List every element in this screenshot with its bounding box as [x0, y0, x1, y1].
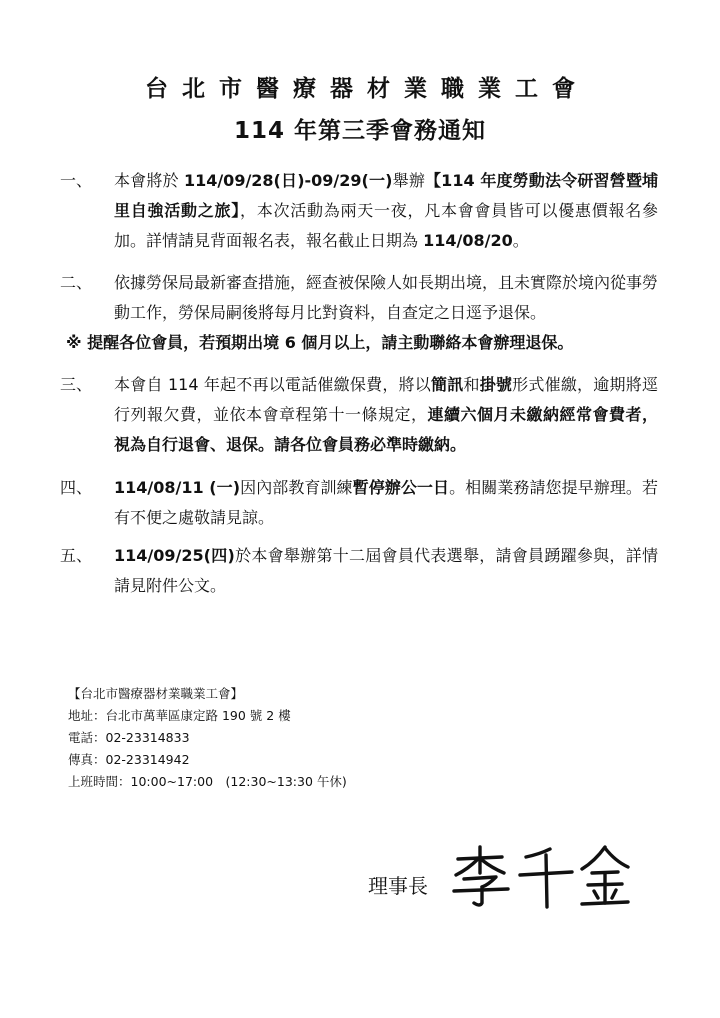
item-number: 三、 [60, 375, 93, 394]
handwritten-signature [450, 845, 630, 909]
item-number: 五、 [60, 546, 93, 565]
text-segment: 依據勞保局最新審查措施，經查被保險人如長期出境，且未實際於境內從事勞動工作，勞保局嗣後將每月比對資料，自查定之日逕予退保。 [114, 273, 659, 322]
text-segment: 和 [463, 375, 480, 394]
bold-text-segment: 114/08/11 (一) [114, 478, 241, 497]
item-text [114, 473, 658, 533]
bold-text-segment: 【114 年度勞動法令研習營暨埔里自強活動之旅】 [114, 171, 658, 220]
text-segment: ，本次活動為兩天一夜，凡本會會員皆可以優惠價報名參加。詳情請見背面報名表，報名截止日期為 [114, 201, 658, 250]
bold-text-segment: 掛號 [479, 375, 513, 394]
contact-phone: 電話：02-23314833 [68, 730, 190, 745]
contact-block [68, 683, 468, 793]
item-number: 四、 [60, 478, 93, 497]
notice-item-5 [60, 541, 660, 601]
text-segment: 。 [512, 231, 529, 250]
contact-hours: 上班時間：10:00~17:00 (12:30~13:30 午休) [68, 774, 347, 789]
reminder-note: ※ 提醒各位會員，若預期出境 6 個月以上，請主動聯絡本會辦理退保。 [66, 333, 574, 352]
document-subtitle: 114 年第三季會務通知 [233, 118, 487, 144]
text-segment: 本會將於 [114, 171, 184, 190]
notice-item-4 [60, 473, 660, 533]
chairman-title: 理事長 [368, 874, 428, 898]
bold-text-segment: 114/08/20 [423, 231, 513, 250]
text-segment: 因內部教育訓練 [240, 478, 353, 497]
notice-item-2 [60, 268, 660, 358]
text-segment: 形式催繳，逾期將逕行列報欠費，並依本會章程第十一條規定， [114, 375, 658, 424]
bold-text-segment: 暫停辦公一日 [352, 478, 450, 497]
bold-text-segment: 114/09/25(四) [114, 546, 235, 565]
contact-address: 地址：台北市萬華區康定路 190 號 2 樓 [68, 708, 291, 723]
document-title: 台北市醫療器材業職業工會 [145, 76, 589, 102]
text-segment: 舉辦 [392, 171, 426, 190]
item-text [114, 268, 658, 328]
text-segment: 。相關業務請您提早辦理。若有不便之處敬請見諒。 [114, 478, 658, 527]
bold-text-segment: 簡訊 [431, 375, 464, 394]
text-segment: 於本會舉辦第十二屆會員代表選舉，請會員踴躍參與，詳情請見附件公文。 [114, 546, 658, 595]
item-number: 二、 [60, 273, 93, 292]
bold-text-segment: 連續六個月未繳納經常會費者，視為自行退會、退保。請各位會員務必準時繳納。 [114, 405, 658, 454]
text-segment: 本會自 114 年起不再以電話催繳保費，將以 [114, 375, 431, 394]
notice-item-3 [60, 370, 660, 460]
item-number: 一、 [60, 171, 93, 190]
item-text [114, 541, 658, 601]
notice-item-1 [60, 166, 660, 256]
contact-org: 【台北市醫療器材業職業工會】 [68, 686, 244, 701]
item-text [114, 370, 658, 460]
bold-text-segment: 114/09/28(日)-09/29(一) [183, 171, 393, 190]
contact-fax: 傳真：02-23314942 [68, 752, 190, 767]
item-text [114, 166, 658, 256]
